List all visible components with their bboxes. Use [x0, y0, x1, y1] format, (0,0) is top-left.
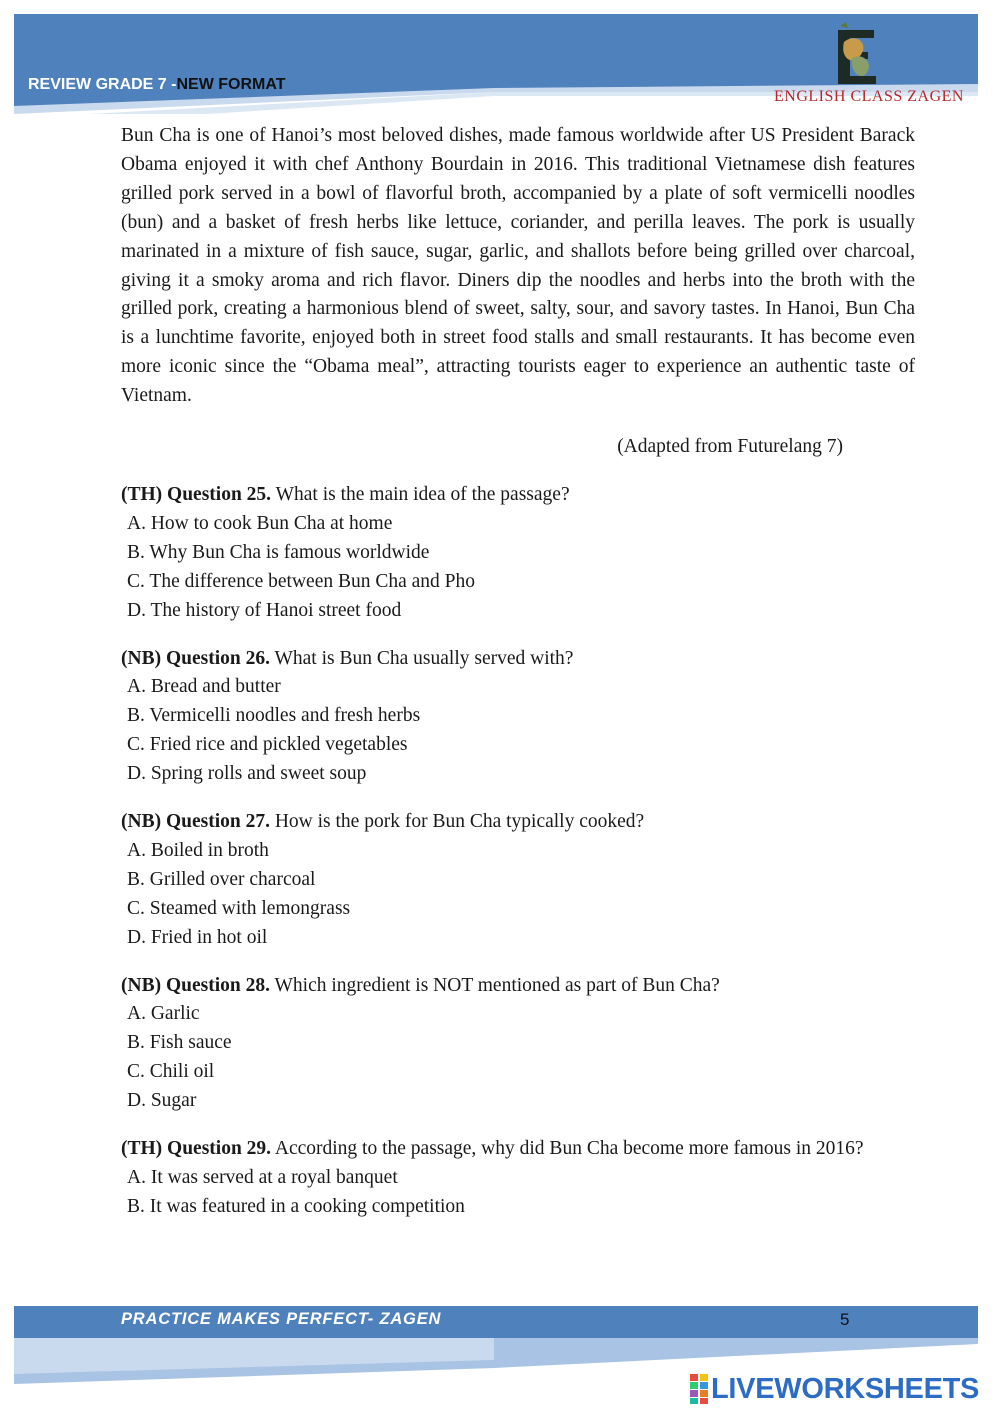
question-25 — [121, 481, 915, 626]
option-c[interactable]: C. Fried rice and pickled vegetables — [127, 734, 408, 756]
question-text: How is the pork for Bun Cha typically cooked? — [274, 811, 645, 833]
question-label: (NB) Question 28. — [121, 974, 270, 996]
option-d[interactable]: D. Sugar — [127, 1090, 197, 1112]
option-a[interactable]: A. Boiled in broth — [127, 839, 269, 861]
title-accent: NEW FORMAT — [176, 76, 286, 93]
document-title — [28, 76, 285, 94]
question-29 — [121, 1135, 915, 1222]
option-d[interactable]: D. The history of Hanoi street food — [127, 599, 402, 621]
question-27 — [121, 808, 915, 953]
logo-emblem-icon — [770, 22, 940, 92]
worksheet-content — [121, 122, 915, 1222]
liveworksheets-logo-icon — [690, 1374, 708, 1404]
page-number: 5 — [840, 1310, 850, 1329]
option-b[interactable]: B. It was featured in a cooking competition — [127, 1195, 465, 1217]
class-logo — [770, 22, 964, 112]
option-b[interactable]: B. Why Bun Cha is famous worldwide — [127, 541, 430, 563]
question-text: According to the passage, why did Bun Cha become more famous in 2016? — [274, 1138, 864, 1160]
question-stem — [121, 645, 915, 674]
question-26 — [121, 645, 915, 790]
liveworksheets-watermark — [690, 1372, 979, 1406]
reading-passage: Bun Cha is one of Hanoi’s most beloved dishes, made famous worldwide after US President Barack Obama enjoyed it with chef Anthony Bourdain in 2016. This traditional Vietnamese dish features grilled pork served in a bowl of flavorful broth, accompanied by a plate of soft vermicelli noodles (bun) and a basket of fresh herbs like lettuce, coriander, and perilla leaves. The pork is usually marinated in a mixture of fish sauce, sugar, garlic, and shallots before being grilled over charcoal, giving it a smoky aroma and rich flavor. Diners dip the noodles and herbs into the broth with the grilled pork, creating a harmonious blend of sweet, salty, sour, and savory tastes. In Hanoi, Bun Cha is a lunchtime favorite, enjoyed both in street food stalls and small restaurants. It has become even more iconic since the “Obama meal”, attracting tourists eager to experience an authentic taste of Vietnam. — [121, 125, 915, 407]
question-label: (TH) Question 25. — [121, 483, 272, 505]
option-b[interactable]: B. Fish sauce — [127, 1032, 232, 1054]
footer-motto: PRACTICE MAKES PERFECT- ZAGEN — [121, 1310, 442, 1328]
option-d[interactable]: D. Spring rolls and sweet soup — [127, 763, 367, 785]
question-text: What is Bun Cha usually served with? — [274, 647, 574, 669]
question-text: Which ingredient is NOT mentioned as part of Bun Cha? — [274, 974, 720, 996]
question-text: What is the main idea of the passage? — [275, 483, 570, 505]
question-label: (NB) Question 27. — [121, 811, 270, 833]
question-stem — [121, 1135, 915, 1164]
passage-source: (Adapted from Futurelang 7) — [617, 436, 843, 458]
option-a[interactable]: A. Bread and butter — [127, 676, 281, 698]
option-b[interactable]: B. Vermicelli noodles and fresh herbs — [127, 705, 421, 727]
question-label: (TH) Question 29. — [121, 1138, 272, 1160]
logo-text: ENGLISH CLASS ZAGEN — [774, 88, 964, 105]
option-c[interactable]: C. Steamed with lemongrass — [127, 897, 351, 919]
title-main: REVIEW GRADE 7 - — [28, 76, 177, 93]
option-a[interactable]: A. Garlic — [127, 1003, 200, 1025]
question-stem — [121, 481, 915, 510]
question-stem — [121, 808, 915, 837]
option-a[interactable]: A. It was served at a royal banquet — [127, 1167, 398, 1188]
question-28 — [121, 972, 915, 1117]
option-b[interactable]: B. Grilled over charcoal — [127, 868, 316, 890]
watermark-text: LIVEWORKSHEETS — [711, 1372, 980, 1405]
option-c[interactable]: C. Chili oil — [127, 1061, 215, 1083]
question-stem — [121, 972, 915, 1001]
option-c[interactable]: C. The difference between Bun Cha and Pho — [127, 570, 476, 592]
option-a[interactable]: A. How to cook Bun Cha at home — [127, 512, 393, 534]
option-d[interactable]: D. Fried in hot oil — [127, 926, 268, 948]
question-label: (NB) Question 26. — [121, 647, 270, 669]
